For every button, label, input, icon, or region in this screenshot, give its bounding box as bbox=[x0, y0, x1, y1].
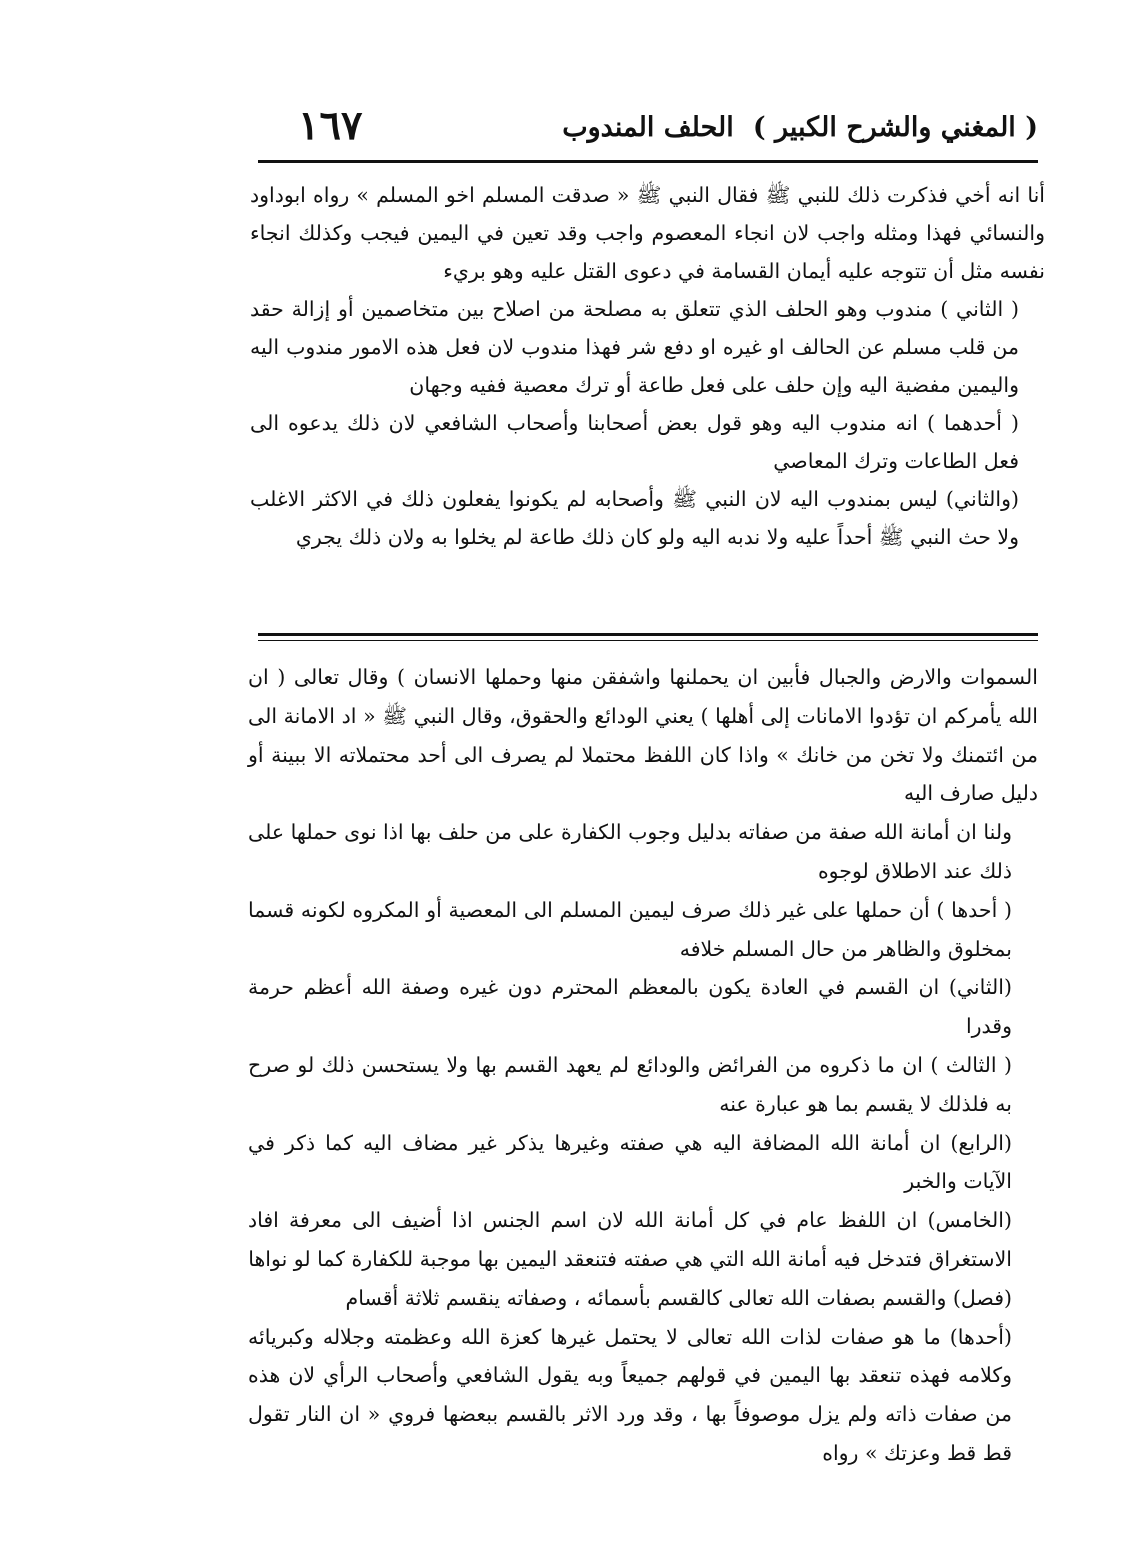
paragraph: (أحدها) ما هو صفات لذات الله تعالى لا يحتمل غيرها كعزة الله وعظمته وجلاله وكبريائه وكلامه فهذه تنعقد بها اليمين في قولهم جميعاً وبه يقول الشافعي وأصحاب الرأي لان هذه من صفات ذاته ولم يزل موصوفاً بها ، وقد ورد الاثر بالقسم ببعضها فروي « ان النار تقول قط قط وعزتك » رواه bbox=[248, 1324, 1012, 1465]
paragraph: (الثاني) ان القسم في العادة يكون بالمعظم المحترم دون غيره وصفة الله أعظم حرمة وقدرا bbox=[248, 975, 1012, 1039]
paragraph: ( الثالث ) ان ما ذكروه من الفرائض والودائع لم يعهد القسم بها ولا يستحسن ذلك لو صرح به فلذلك لا يقسم بما هو عبارة عنه bbox=[248, 1052, 1012, 1116]
section-title: الحلف المندوب bbox=[562, 112, 734, 143]
paragraph: أنا انه أخي فذكرت ذلك للنبي ﷺ فقال النبي ﷺ « صدقت المسلم اخو المسلم » رواه ابوداود والنسائي فهذا ومثله واجب لان انجاء المعصوم واجب وقد تعين في اليمين فيجب وكذلك انجاء نفسه مثل أن تتوجه عليه أيمان القسامة في دعوى القتل عليه وهو بريء bbox=[250, 183, 1045, 283]
page-header bbox=[258, 100, 1038, 160]
paragraph: ( أحدهما ) انه مندوب اليه وهو قول بعض أصحابنا وأصحاب الشافعي لان ذلك يدعوه الى فعل الطاعات وترك المعاصي bbox=[250, 411, 1019, 473]
paragraph: (فصل) والقسم بصفات الله تعالى كالقسم بأسمائه ، وصفاته ينقسم ثلاثة أقسام bbox=[345, 1285, 1012, 1310]
book-title: ( المغني والشرح الكبير ) bbox=[752, 112, 1038, 143]
lower-text-block bbox=[248, 658, 1038, 1473]
paragraph: السموات والارض والجبال فأبين ان يحملنها واشفقن منها وحملها الانسان ) وقال تعالى ( ان الله يأمركم ان تؤدوا الامانات إلى أهلها ) يعني الودائع والحقوق، وقال النبي ﷺ « اد الامانة الى من ائتمنك ولا تخن من خانك » واذا كان اللفظ محتملا لم يصرف الى أحد محتملاته الا ببينة أو دليل صارف اليه bbox=[248, 665, 1038, 806]
paragraph: (الرابع) ان أمانة الله المضافة اليه هي صفته وغيرها يذكر غير مضاف اليه كما ذكر في الآيات والخبر bbox=[248, 1130, 1012, 1194]
section-divider bbox=[258, 633, 1038, 641]
paragraph: ( الثاني ) مندوب وهو الحلف الذي تتعلق به مصلحة من اصلاح بين متخاصمين أو إزالة حقد من قلب مسلم عن الحالف او غيره او دفع شر فهذا مندوب لان فعل هذه الامور مندوب اليه واليمين مفضية اليه وإن حلف على فعل طاعة أو ترك معصية ففيه وجهان bbox=[250, 297, 1019, 397]
page-number: ١٦٧ bbox=[298, 102, 363, 149]
paragraph: ولنا ان أمانة الله صفة من صفاته بدليل وجوب الكفارة على من حلف بها اذا نوى حملها على ذلك عند الاطلاق لوجوه bbox=[248, 820, 1012, 883]
paragraph: (الخامس) ان اللفظ عام في كل أمانة الله لان اسم الجنس اذا أضيف الى معرفة افاد الاستغراق فتدخل فيه أمانة الله التي هي صفته فتنعقد اليمين بها موجبة للكفارة كما لو نواها bbox=[248, 1208, 1012, 1271]
header-rule bbox=[258, 160, 1038, 163]
paragraph: (والثاني) ليس بمندوب اليه لان النبي ﷺ وأصحابه لم يكونوا يفعلون ذلك في الاكثر الاغلب ولا حث النبي ﷺ أحداً عليه ولا ندبه اليه ولو كان ذلك طاعة لم يخلوا به ولان ذلك يجري bbox=[250, 487, 1019, 549]
paragraph: ( أحدها ) أن حملها على غير ذلك صرف ليمين المسلم الى المعصية أو المكروه لكونه قسما بمخلوق والظاهر من حال المسلم خلافه bbox=[248, 897, 1012, 961]
upper-text-block bbox=[250, 176, 1045, 556]
